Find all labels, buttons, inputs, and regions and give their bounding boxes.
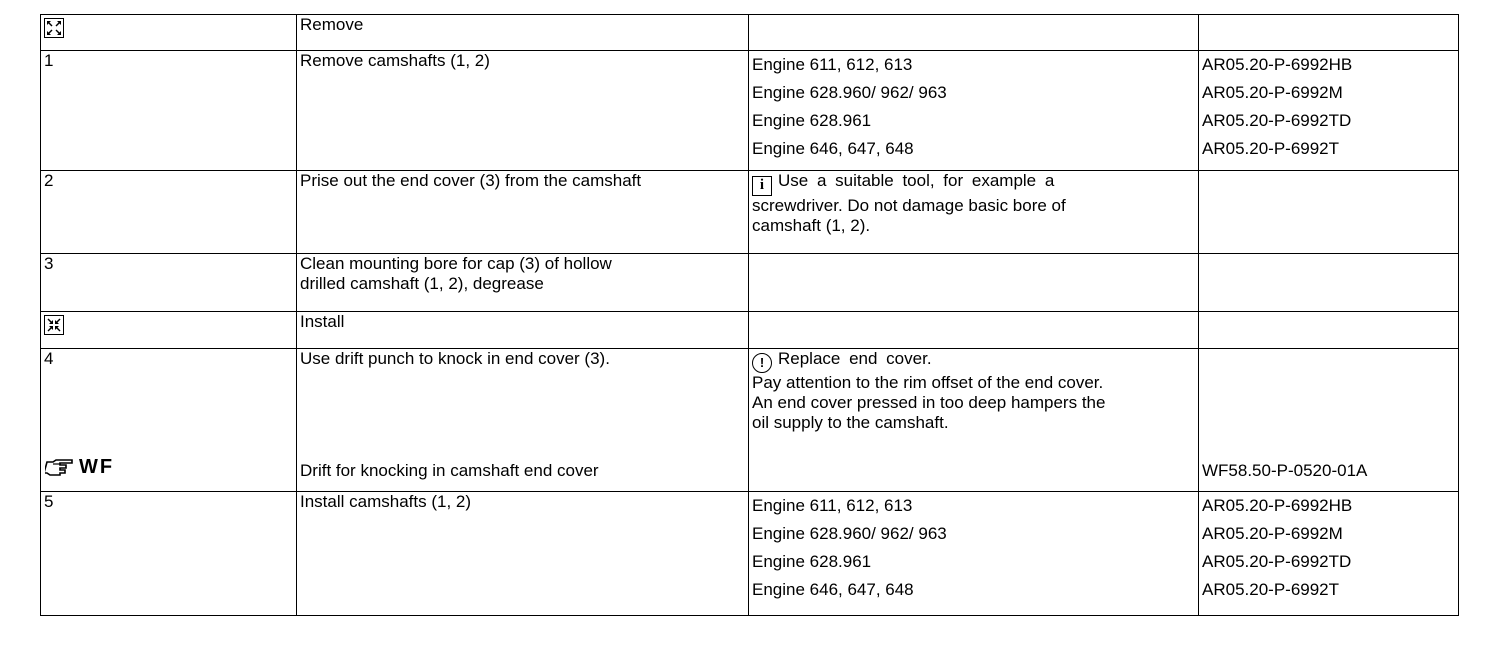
ref-link[interactable]: AR05.20-P-6992T xyxy=(1202,139,1340,158)
step-5-refs-cell xyxy=(1199,492,1459,616)
note-line: oil supply to the camshaft. xyxy=(752,413,949,432)
engine-line: Engine 628.961 xyxy=(752,111,872,130)
step-action: Use drift punch to knock in end cover (3). xyxy=(300,349,610,368)
engine-line: Engine 611, 612, 613 xyxy=(752,55,913,74)
step-1-action-cell xyxy=(297,51,749,171)
step-1-number-cell xyxy=(41,51,297,171)
step-2-empty-cell xyxy=(1199,171,1459,254)
ref-link[interactable]: AR05.20-P-6992HB xyxy=(1202,55,1353,74)
note-line: Replace end cover. xyxy=(778,349,932,368)
step-3-row xyxy=(41,254,1459,312)
engine-line: Engine 646, 647, 648 xyxy=(752,139,914,158)
ref-link[interactable]: AR05.20-P-6992HB xyxy=(1202,496,1353,515)
step-4-ref-cell xyxy=(1199,349,1459,492)
step-1-row xyxy=(41,51,1459,171)
note-line: Pay attention to the rim offset of the end cover. xyxy=(752,373,1104,392)
ref-link[interactable]: AR05.20-P-6992TD xyxy=(1202,111,1352,130)
tool-description: Drift for knocking in camshaft end cover xyxy=(300,461,599,480)
engine-line: Engine 628.961 xyxy=(752,552,872,571)
step-4-note-cell xyxy=(749,349,1199,492)
step-3-number-cell xyxy=(41,254,297,312)
step-action-line: Clean mounting bore for cap (3) of hollow xyxy=(300,254,612,273)
install-header-row xyxy=(41,312,1459,349)
install-arrows-icon xyxy=(44,315,64,335)
procedure-table xyxy=(40,14,1459,616)
remove-label-cell xyxy=(297,15,749,51)
step-4-row xyxy=(41,349,1459,492)
install-empty-cell-3 xyxy=(749,312,1199,349)
pointing-hand-icon xyxy=(45,458,75,476)
step-3-action-cell xyxy=(297,254,749,312)
step-number: 3 xyxy=(44,254,54,273)
note-line: Use a suitable tool, for example a xyxy=(778,171,1055,190)
note-line: camshaft (1, 2). xyxy=(752,216,871,235)
info-icon: i xyxy=(752,176,772,196)
step-1-refs-cell xyxy=(1199,51,1459,171)
ref-link[interactable]: AR05.20-P-6992TD xyxy=(1202,552,1352,571)
step-2-row xyxy=(41,171,1459,254)
ref-link[interactable]: AR05.20-P-6992T xyxy=(1202,580,1340,599)
step-action: Remove camshafts (1, 2) xyxy=(300,51,490,70)
engine-line: Engine 646, 647, 648 xyxy=(752,580,914,599)
note-line: An end cover pressed in too deep hampers the xyxy=(752,393,1106,412)
engine-line: Engine 628.960/ 962/ 963 xyxy=(752,524,947,543)
step-1-engines-cell xyxy=(749,51,1199,171)
install-empty-cell-4 xyxy=(1199,312,1459,349)
step-3-empty-cell-4 xyxy=(1199,254,1459,312)
step-action: Install camshafts (1, 2) xyxy=(300,492,472,511)
install-symbol-cell xyxy=(41,312,297,349)
remove-symbol-cell xyxy=(41,15,297,51)
step-5-action-cell xyxy=(297,492,749,616)
engine-line: Engine 628.960/ 962/ 963 xyxy=(752,83,947,102)
remove-empty-cell-3 xyxy=(749,15,1199,51)
tool-ref-link[interactable]: WF58.50-P-0520-01A xyxy=(1202,461,1368,480)
remove-label: Remove xyxy=(300,15,364,34)
remove-header-row xyxy=(41,15,1459,51)
step-number: 2 xyxy=(44,171,54,190)
caution-note-icon: ! xyxy=(752,353,772,373)
step-4-action-cell xyxy=(297,349,749,492)
ref-link[interactable]: AR05.20-P-6992M xyxy=(1202,524,1343,543)
remove-arrows-icon xyxy=(44,18,64,38)
engine-line: Engine 611, 612, 613 xyxy=(752,496,913,515)
step-4-number-cell xyxy=(41,349,297,492)
install-label-cell xyxy=(297,312,749,349)
step-5-engines-cell xyxy=(749,492,1199,616)
step-number: 1 xyxy=(44,51,54,70)
step-5-row xyxy=(41,492,1459,616)
step-3-empty-cell-3 xyxy=(749,254,1199,312)
tool-mark xyxy=(45,457,114,477)
step-2-action-cell xyxy=(297,171,749,254)
step-2-number-cell xyxy=(41,171,297,254)
remove-empty-cell-4 xyxy=(1199,15,1459,51)
step-number: 5 xyxy=(44,492,54,511)
note-line: screwdriver. Do not damage basic bore of xyxy=(752,196,1066,215)
step-number: 4 xyxy=(44,349,54,368)
step-action-line: drilled camshaft (1, 2), degrease xyxy=(300,274,544,293)
install-label: Install xyxy=(300,312,345,331)
step-2-note-cell xyxy=(749,171,1199,254)
step-5-number-cell xyxy=(41,492,297,616)
step-action: Prise out the end cover (3) from the camshaft xyxy=(300,171,642,190)
ref-link[interactable]: AR05.20-P-6992M xyxy=(1202,83,1343,102)
tool-mark-label: WF xyxy=(79,456,115,478)
